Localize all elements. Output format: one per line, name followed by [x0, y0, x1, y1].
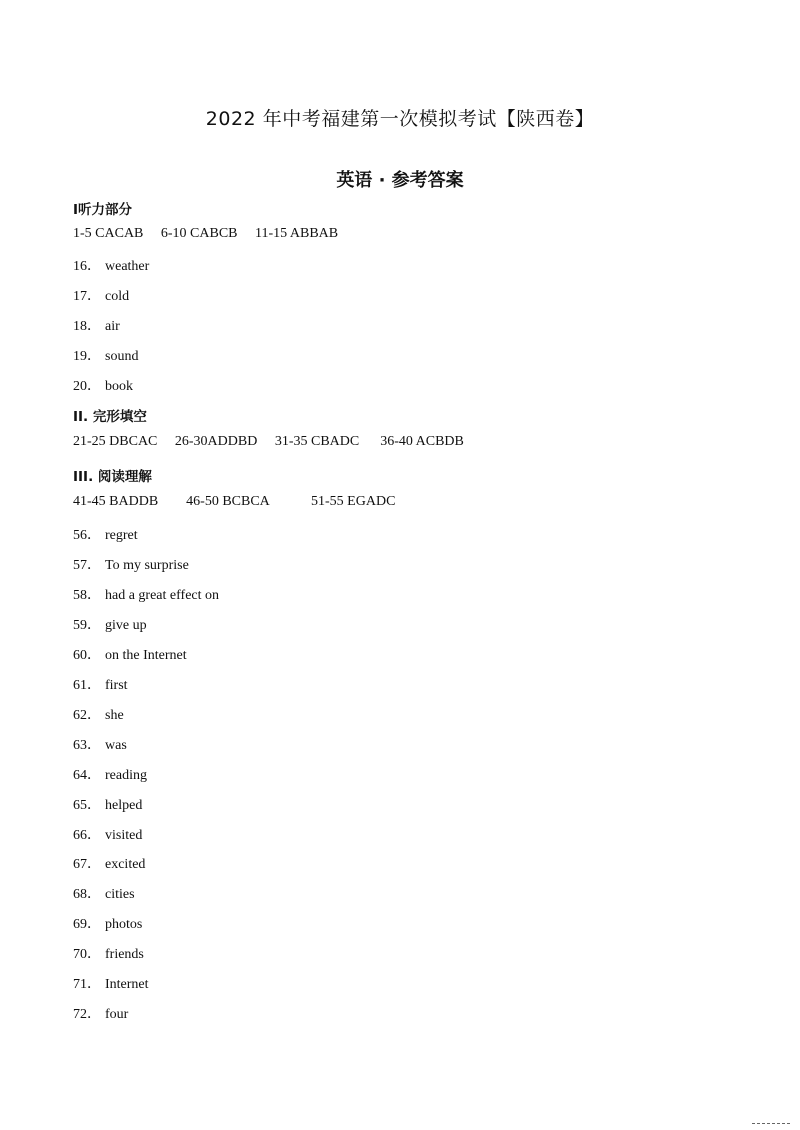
- answer-text: cold: [105, 289, 130, 304]
- answer-text: she: [105, 708, 124, 723]
- answer-item: [73, 674, 128, 694]
- answer-number: 65．: [73, 798, 101, 813]
- answer-number: 61．: [73, 678, 101, 693]
- section-heading-cloze: II. 完形填空: [73, 409, 147, 425]
- document-title: 2022 年中考福建第一次模拟考试【陕西卷】: [205, 108, 595, 130]
- answer-item: [73, 315, 120, 335]
- answer-number: 57．: [73, 558, 101, 573]
- answer-number: 63．: [73, 738, 101, 753]
- answer-item: [73, 375, 133, 395]
- answer-text: air: [105, 319, 120, 334]
- answer-number: 62．: [73, 708, 101, 723]
- answer-item: [73, 913, 142, 933]
- answer-item: [73, 704, 124, 724]
- answer-item: [73, 524, 138, 544]
- answer-item: [73, 943, 144, 963]
- answer-text: had a great effect on: [105, 588, 220, 603]
- answer-text: To my surprise: [105, 558, 189, 573]
- section-heading-reading: III. 阅读理解: [73, 469, 152, 485]
- answer-number: 71．: [73, 977, 101, 992]
- answer-text: on the Internet: [105, 648, 187, 663]
- answer-text: friends: [105, 947, 144, 962]
- answer-text: excited: [105, 857, 146, 872]
- answer-text: book: [105, 379, 133, 394]
- answer-text: give up: [105, 618, 147, 633]
- answer-item: [73, 554, 189, 574]
- answer-text: four: [105, 1007, 129, 1022]
- answer-item: [73, 584, 219, 604]
- cloze-mc-answers: 21-25 DBCAC 26-30ADDBD 31-35 CBADC 36-40 ACBDB: [73, 434, 464, 449]
- answer-item: [73, 883, 135, 903]
- answer-number: 20．: [73, 379, 101, 394]
- answer-number: 16．: [73, 259, 101, 274]
- reading-mc-answers: 41-45 BADDB 46-50 BCBCA 51-55 EGADC: [73, 494, 396, 509]
- answer-number: 68．: [73, 887, 101, 902]
- answer-text: cities: [105, 887, 135, 902]
- answer-item: [73, 764, 147, 784]
- answer-number: 19．: [73, 349, 101, 364]
- answer-number: 69．: [73, 917, 101, 932]
- answer-number: 66．: [73, 828, 101, 843]
- answer-number: 70．: [73, 947, 101, 962]
- section-heading-listening: I听力部分: [73, 202, 133, 218]
- answer-text: helped: [105, 798, 143, 813]
- answer-item: [73, 973, 149, 993]
- answer-number: 67．: [73, 857, 101, 872]
- answer-item: [73, 734, 127, 754]
- listening-mc-answers: 1-5 CACAB 6-10 CABCB 11-15 ABBAB: [73, 226, 339, 241]
- page-corner-mark: [752, 1123, 790, 1125]
- answer-number: 60．: [73, 648, 101, 663]
- answer-item: [73, 255, 149, 275]
- answer-text: Internet: [105, 977, 149, 992]
- answer-text: regret: [105, 528, 138, 543]
- answer-text: reading: [105, 768, 147, 783]
- answer-number: 56．: [73, 528, 101, 543]
- answer-item: [73, 824, 142, 844]
- answer-number: 17．: [73, 289, 101, 304]
- answer-number: 58．: [73, 588, 101, 603]
- answer-item: [73, 614, 147, 634]
- answer-item: [73, 794, 142, 814]
- answer-text: was: [105, 738, 127, 753]
- answer-number: 59．: [73, 618, 101, 633]
- answer-item: [73, 285, 129, 305]
- answer-item: [73, 644, 187, 664]
- answer-text: photos: [105, 917, 143, 932]
- answer-text: weather: [105, 259, 150, 274]
- answer-number: 72．: [73, 1007, 101, 1022]
- answer-text: sound: [105, 349, 139, 364]
- answer-number: 18．: [73, 319, 101, 334]
- answer-item: [73, 345, 138, 365]
- document-subtitle: 英语 · 参考答案: [336, 170, 464, 191]
- answer-number: 64．: [73, 768, 101, 783]
- answer-text: visited: [105, 828, 143, 843]
- answer-item: [73, 853, 145, 873]
- answer-text: first: [105, 678, 128, 693]
- answer-item: [73, 1003, 128, 1023]
